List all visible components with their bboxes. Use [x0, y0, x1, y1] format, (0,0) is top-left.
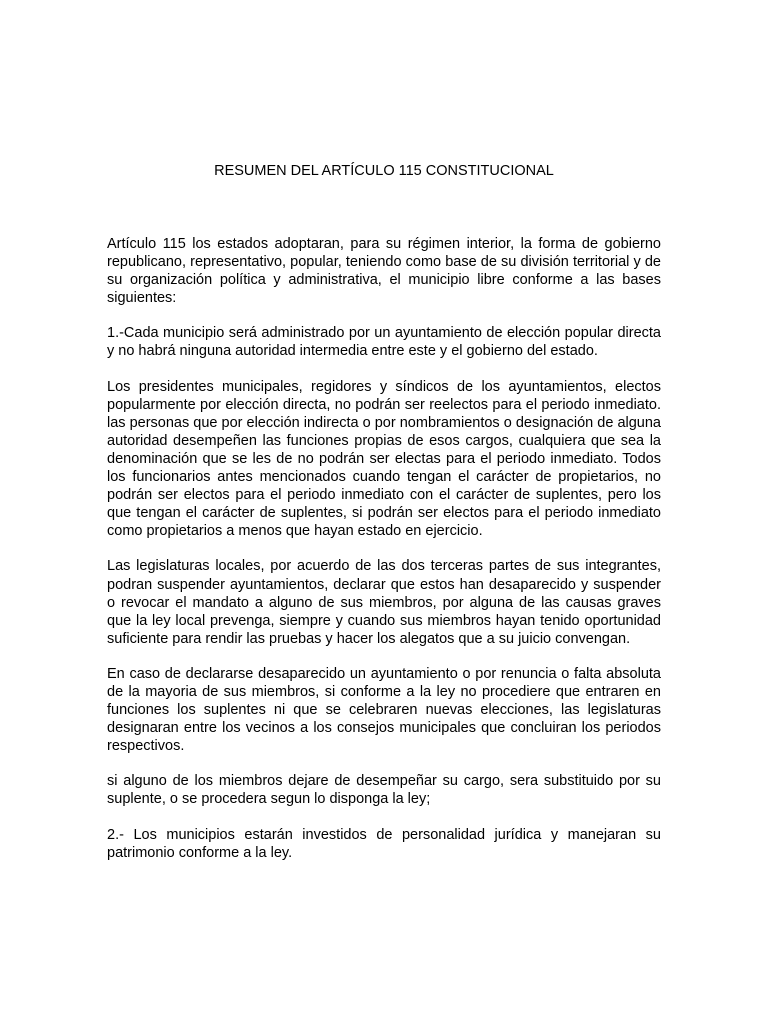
paragraph-reelection: Los presidentes municipales, regidores y síndicos de los ayuntamientos, electos popularmente por elección directa, no podrán ser reelectos para el periodo inmediato. las personas que por elección indirecta o por nombramientos o designación de alguna autoridad desempeñen las funciones propias de esos cargos, cualquiera que sea la denominación que se les de no podrán ser electas para el periodo inmediato. Todos los funcionarios antes mencionados cuando tengan el carácter de propietarios, no podrán ser electos para el periodo inmediato con el carácter de suplentes, pero los que tengan el carácter de suplentes, si podrán ser electos para el periodo inmediato como propietarios a menos que hayan estado en ejercicio.: [107, 378, 661, 540]
paragraph-disappearance: En caso de declararse desaparecido un ayuntamiento o por renuncia o falta absoluta de la mayoria de sus miembros, si conforme a la ley no procediere que entraren en funciones los suplentes ni que se celebraren nuevas elecciones, las legislaturas designaran entre los vecinos a los consejos municipales que concluiran los periodos respectivos.: [107, 665, 661, 755]
paragraph-section-1: 1.-Cada municipio será administrado por un ayuntamiento de elección popular directa y no habrá ninguna autoridad intermedia entre este y el gobierno del estado.: [107, 325, 661, 360]
paragraph-section-2: 2.- Los municipios estarán investidos de personalidad jurídica y manejaran su patrimonio conforme a la ley.: [107, 826, 661, 861]
paragraph-legislatures: Las legislaturas locales, por acuerdo de las dos terceras partes de sus integrantes, podran suspender ayuntamientos, declarar que estos han desaparecido y suspender o revocar el mandato a alguno de sus miembros, por alguna de las causas graves que la ley local prevenga, siempre y cuando sus miembros hayan tenido oportunidad suficiente para rendir las pruebas y hacer los alegatos que a su juicio convengan.: [107, 558, 661, 647]
paragraph-article-intro: Artículo 115 los estados adoptaran, para su régimen interior, la forma de gobierno republicano, representativo, popular, teniendo como base de su división territorial y de su organización política y administrativa, el municipio libre conforme a las bases siguientes:: [107, 236, 661, 307]
paragraph-substitution: si alguno de los miembros dejare de desempeñar su cargo, sera substituido por su suplente, o se procedera segun lo disponga la ley;: [107, 773, 661, 808]
document-body: [107, 235, 661, 879]
document-title: RESUMEN DEL ARTÍCULO 115 CONSTITUCIONAL: [214, 163, 554, 179]
